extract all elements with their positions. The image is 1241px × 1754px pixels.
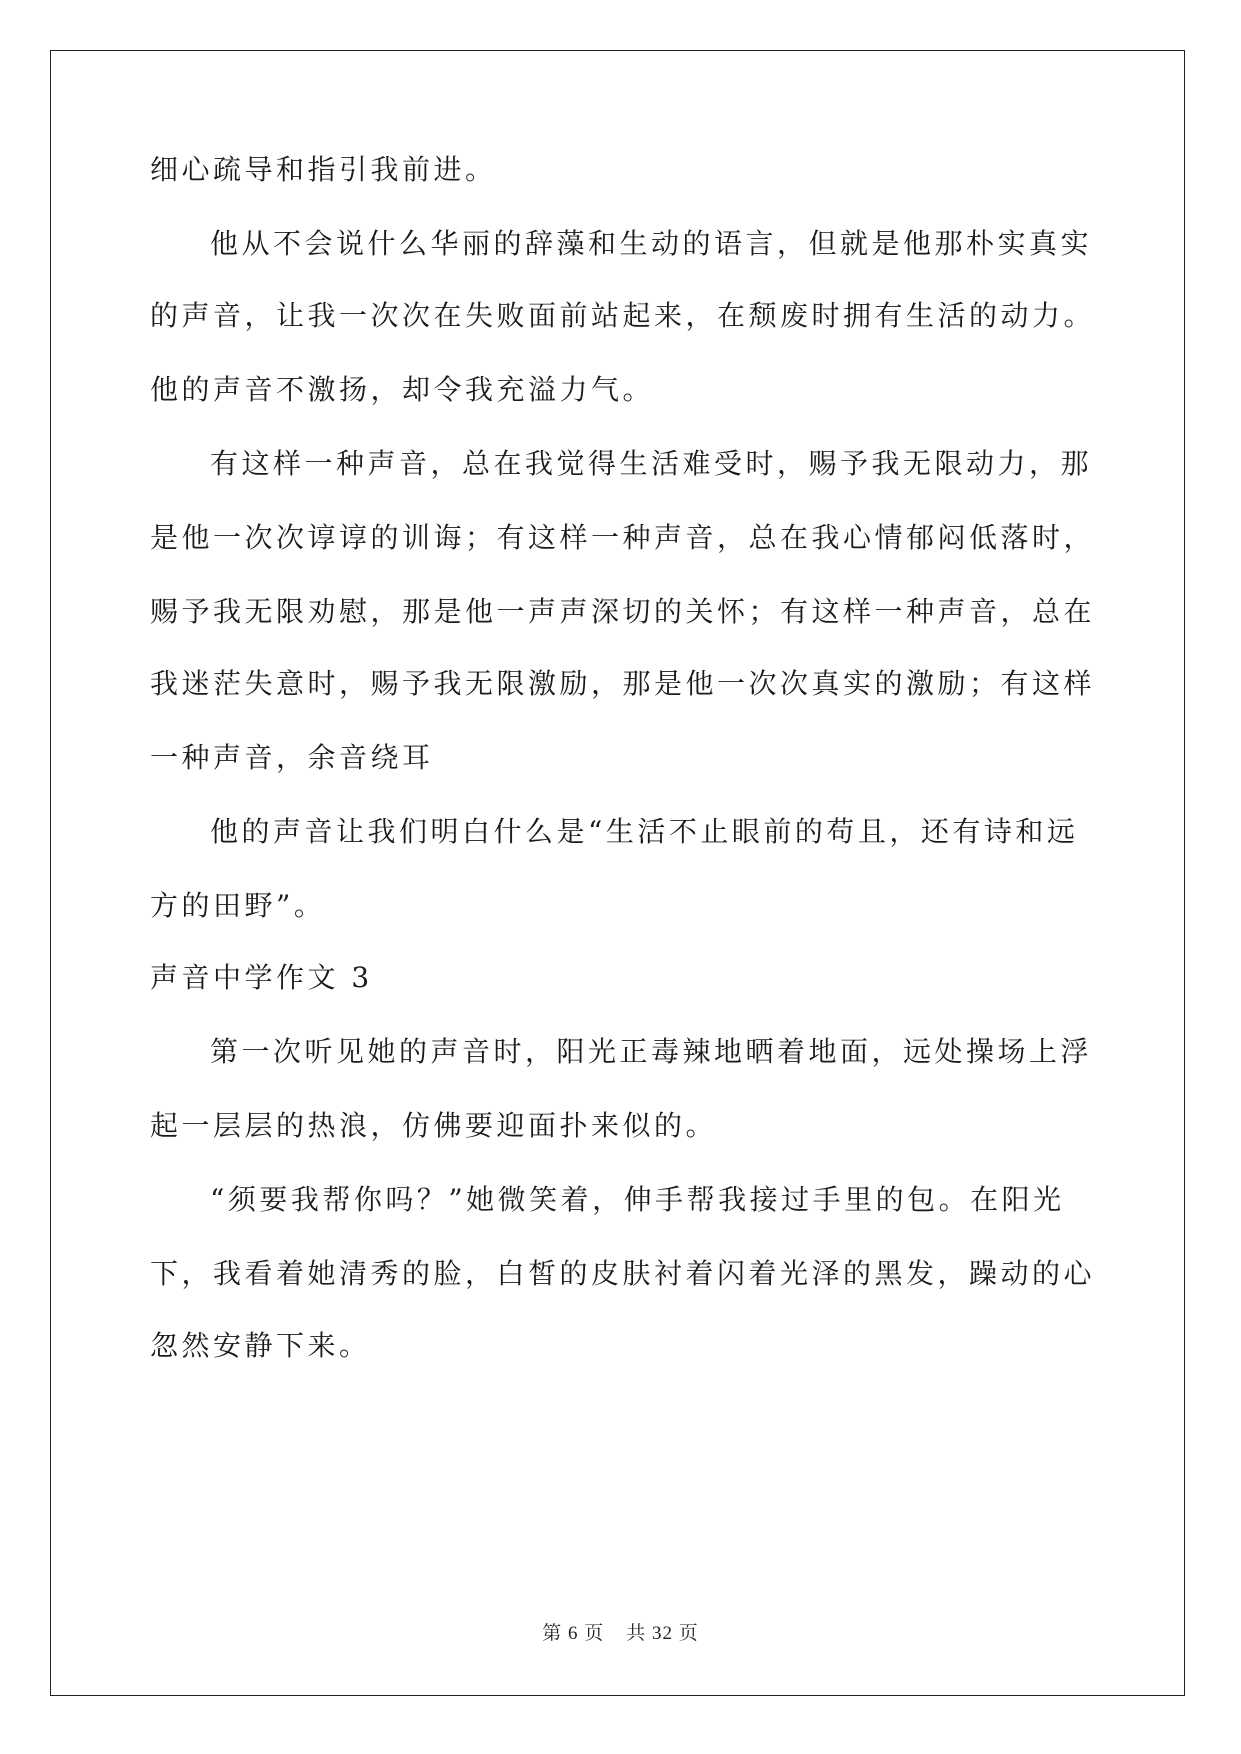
paragraph-line: 第一次听见她的声音时，阳光正毒辣地晒着地面，远处操场上浮 [210,1035,1093,1068]
paragraph-line: 赐予我无限劝慰，那是他一声声深切的关怀；有这样一种声音，总在 [150,595,1096,628]
paragraph-line: 起一层层的热浪，仿佛要迎面扑来似的。 [150,1109,718,1142]
paragraph-line: 的声音，让我一次次在失败面前站起来，在颓废时拥有生活的动力。 [150,299,1096,332]
paragraph-line: 忽然安静下来。 [150,1329,371,1362]
paragraph-line: 他的声音不激扬，却令我充溢力气。 [150,373,655,406]
paragraph-line: 有这样一种声音，总在我觉得生活难受时，赐予我无限动力，那 [210,447,1093,480]
page-footer [0,1618,1241,1645]
paragraph-line: 他从不会说什么华丽的辞藻和生动的语言，但就是他那朴实真实 [210,227,1093,260]
page-number: 第 6 页 [542,1623,605,1644]
paragraph-line: 下，我看着她清秀的脸，白皙的皮肤衬着闪着光泽的黑发，躁动的心 [150,1257,1096,1290]
paragraph-line: 细心疏导和指引我前进。 [150,153,497,186]
paragraph-line: “须要我帮你吗？”她微笑着，伸手帮我接过手里的包。在阳光 [210,1183,1065,1216]
page-total: 共 32 页 [626,1623,699,1644]
paragraph-line: 方的田野”。 [150,889,326,922]
paragraph-line: 我迷茫失意时，赐予我无限激励，那是他一次次真实的激励；有这样 [150,667,1096,700]
paragraph-line: 一种声音，余音绕耳 [150,741,434,774]
paragraph-line: 是他一次次谆谆的训诲；有这样一种声音，总在我心情郁闷低落时， [150,521,1096,554]
section-heading: 声音中学作文 3 [150,961,373,994]
paragraph-line: 他的声音让我们明白什么是“生活不止眼前的苟且，还有诗和远 [210,815,1079,848]
